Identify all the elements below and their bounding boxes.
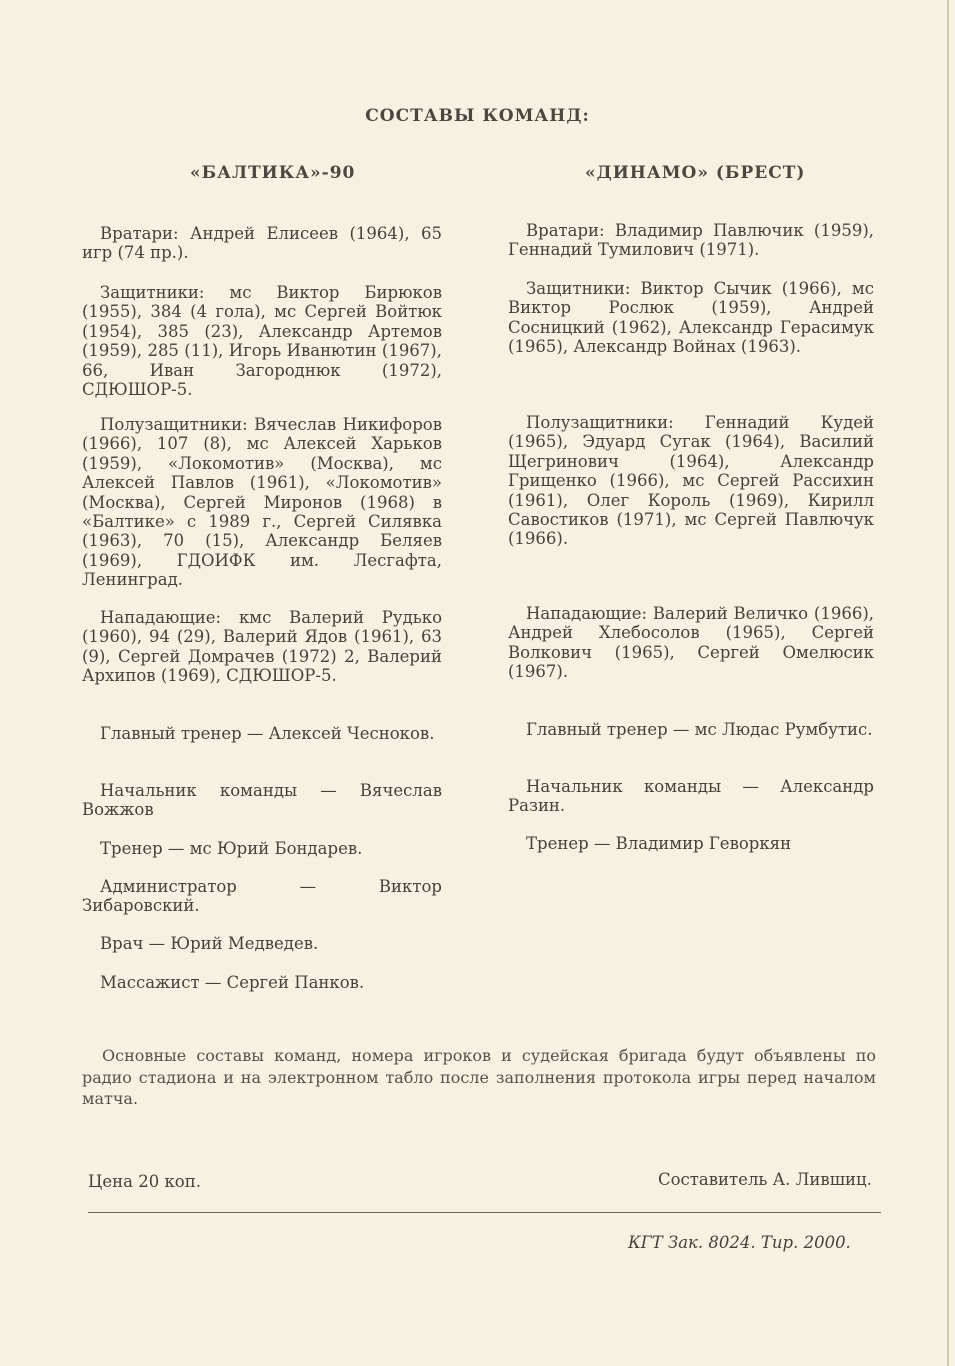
left-masseur: Массажист — Сергей Панков. — [100, 973, 365, 992]
left-forwards: Нападающие: кмс Валерий Рудько (1960), 94 (29), Валерий Ядов (1961), 63 (9), Сергей Домрачев (1972) 2, Валерий Архипов (1969), СДЮШОР-5. — [82, 608, 442, 686]
right-defenders: Защитники: Виктор Сычик (1966), мс Виктор Рослюк (1959), Андрей Сосницкий (1962), Александр Герасимук (1965), Александр Войнах (1963). — [508, 279, 874, 357]
price: Цена 20 коп. — [88, 1172, 201, 1191]
divider — [88, 1212, 881, 1213]
left-defenders: Защитники: мс Виктор Бирюков (1955), 384 (4 гола), мс Сергей Войтюк (1954), 385 (23), Александр Артемов (1959), 285 (11), Игорь Иванютин (1967), 66, Иван Загороднюк (1972), СДЮШОР-5. — [82, 283, 442, 400]
left-doctor: Врач — Юрий Медведев. — [100, 934, 319, 953]
left-head-coach: Главный тренер — Алексей Чесноков. — [100, 724, 435, 743]
page-edge — [947, 0, 949, 1366]
page-title: СОСТАВЫ КОМАНД: — [365, 106, 590, 126]
left-goalkeepers: Вратари: Андрей Елисеев (1964), 65 игр (74 пр.). — [82, 224, 442, 263]
left-administrator: Администратор — Виктор Зибаровский. — [82, 877, 442, 916]
right-goalkeepers: Вратари: Владимир Павлючик (1959), Геннадий Тумилович (1971). — [508, 221, 874, 260]
right-midfielders: Полузащитники: Геннадий Кудей (1965), Эдуард Сугак (1964), Василий Щегринович (1964), Александр Грищенко (1966), мс Сергей Рассихин (1961), Олег Король (1969), Кирилл Савостиков (1971), мс Сергей Павлючук (1966). — [508, 413, 874, 549]
left-midfielders: Полузащитники: Вячеслав Никифоров (1966), 107 (8), мс Алексей Харьков (1959), «Локомотив» (Москва), мс Алексей Павлов (1961), «Локомотив» (Москва), Сергей Миронов (1968) в «Балтике» с 1989 г., Сергей Силявка (1963), 70 (15), Александр Беляев (1969), ГДОИФК им. Лесгафта, Ленинград. — [82, 415, 442, 590]
footnote: Основные составы команд, номера игроков и судейская бригада будут объявлены по радио стадиона и на электронном табло после заполнения протокола игры перед началом матча. — [82, 1046, 876, 1108]
compiler: Составитель А. Лившиц. — [658, 1170, 872, 1189]
right-forwards: Нападающие: Валерий Величко (1966), Андрей Хлебосолов (1965), Сергей Волкович (1965), Сергей Омелюсик (1967). — [508, 604, 874, 682]
left-coach: Тренер — мс Юрий Бондарев. — [100, 839, 363, 858]
right-head-coach: Главный тренер — мс Людас Румбутис. — [526, 720, 873, 739]
right-team-manager: Начальник команды — Александр Разин. — [508, 777, 874, 816]
right-team-title: «ДИНАМО» (БРЕСТ) — [585, 163, 806, 183]
right-coach: Тренер — Владимир Геворкян — [526, 834, 792, 853]
print-info: КГТ Зак. 8024. Тир. 2000. — [628, 1233, 851, 1252]
left-team-manager: Начальник команды — Вячеслав Вожжов — [82, 781, 442, 820]
left-team-title: «БАЛТИКА»-90 — [190, 163, 356, 183]
